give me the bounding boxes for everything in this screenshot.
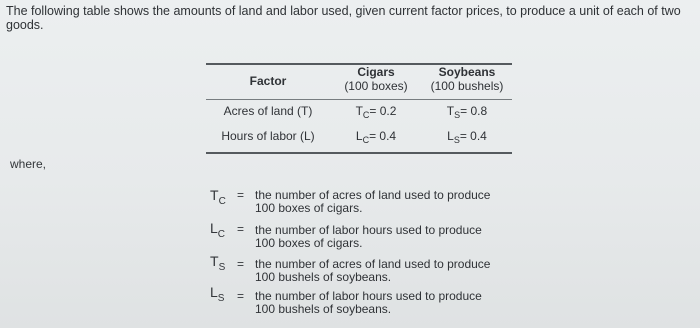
def-line: the number of labor hours used to produce <box>255 223 482 237</box>
factor-table <box>206 59 512 155</box>
def-equals: = <box>237 188 245 202</box>
table-header-rule <box>206 99 512 100</box>
def-symbol <box>210 220 225 240</box>
def-line: 100 boxes of cigars. <box>255 235 363 250</box>
var-value: = 0.4 <box>459 129 487 143</box>
def-letter: T <box>210 187 219 203</box>
row-labor-soybeans <box>422 129 512 145</box>
intro-text: The following table shows the amounts of land and labor used, given current factor prices, to produce a unit of each of two goods. <box>6 4 681 32</box>
def-text <box>255 290 515 315</box>
def-subscript: C <box>218 196 226 207</box>
header-soybeans-unit: (100 bushels) <box>430 79 504 93</box>
header-soybeans <box>422 65 512 93</box>
def-equals: = <box>237 257 245 271</box>
def-line: 100 boxes of cigars. <box>255 200 363 215</box>
def-line: 100 bushels of soybeans. <box>255 301 392 316</box>
def-line: the number of acres of land used to produce <box>255 188 491 202</box>
def-symbol <box>210 253 225 273</box>
table-bottom-rule <box>206 152 512 154</box>
header-factor: Factor <box>249 74 287 88</box>
def-text <box>255 189 515 214</box>
def-equals: = <box>237 289 245 303</box>
def-line: 100 bushels of soybeans. <box>255 269 392 284</box>
var-letter: T <box>355 104 363 118</box>
var-value: = 0.4 <box>369 129 397 143</box>
var-subscript: C <box>362 135 370 145</box>
header-soybeans-label: Soybeans <box>438 65 496 79</box>
def-text <box>255 224 515 249</box>
var-letter: L <box>447 129 454 143</box>
header-cigars-unit: (100 boxes) <box>344 79 408 93</box>
def-text <box>255 258 515 283</box>
var-letter: T <box>446 104 455 118</box>
row-land-cigars <box>330 104 422 120</box>
var-subscript: S <box>453 135 460 145</box>
var-value: = 0.8 <box>460 104 488 118</box>
row-labor-cigars <box>330 129 422 145</box>
var-subscript: C <box>362 110 370 120</box>
var-value: = 0.2 <box>369 104 397 118</box>
where-label: where, <box>10 157 47 171</box>
def-letter: L <box>210 284 218 300</box>
def-line: the number of acres of land used to produce <box>255 257 491 271</box>
def-line: the number of labor hours used to produce <box>255 289 482 303</box>
row-labor-label: Hours of labor (L) <box>221 129 315 143</box>
row-land-label: Acres of land (T) <box>223 104 313 118</box>
var-letter: L <box>355 129 363 143</box>
header-cigars-label: Cigars <box>357 65 395 79</box>
def-equals: = <box>237 222 245 236</box>
def-subscript: C <box>217 229 226 240</box>
def-symbol <box>210 187 226 207</box>
def-subscript: S <box>218 262 226 273</box>
row-land-soybeans <box>422 104 512 120</box>
def-letter: T <box>210 253 219 269</box>
var-subscript: S <box>454 110 461 120</box>
def-subscript: S <box>217 293 225 304</box>
def-symbol <box>210 284 224 304</box>
header-cigars <box>330 65 422 93</box>
def-letter: L <box>210 220 218 236</box>
